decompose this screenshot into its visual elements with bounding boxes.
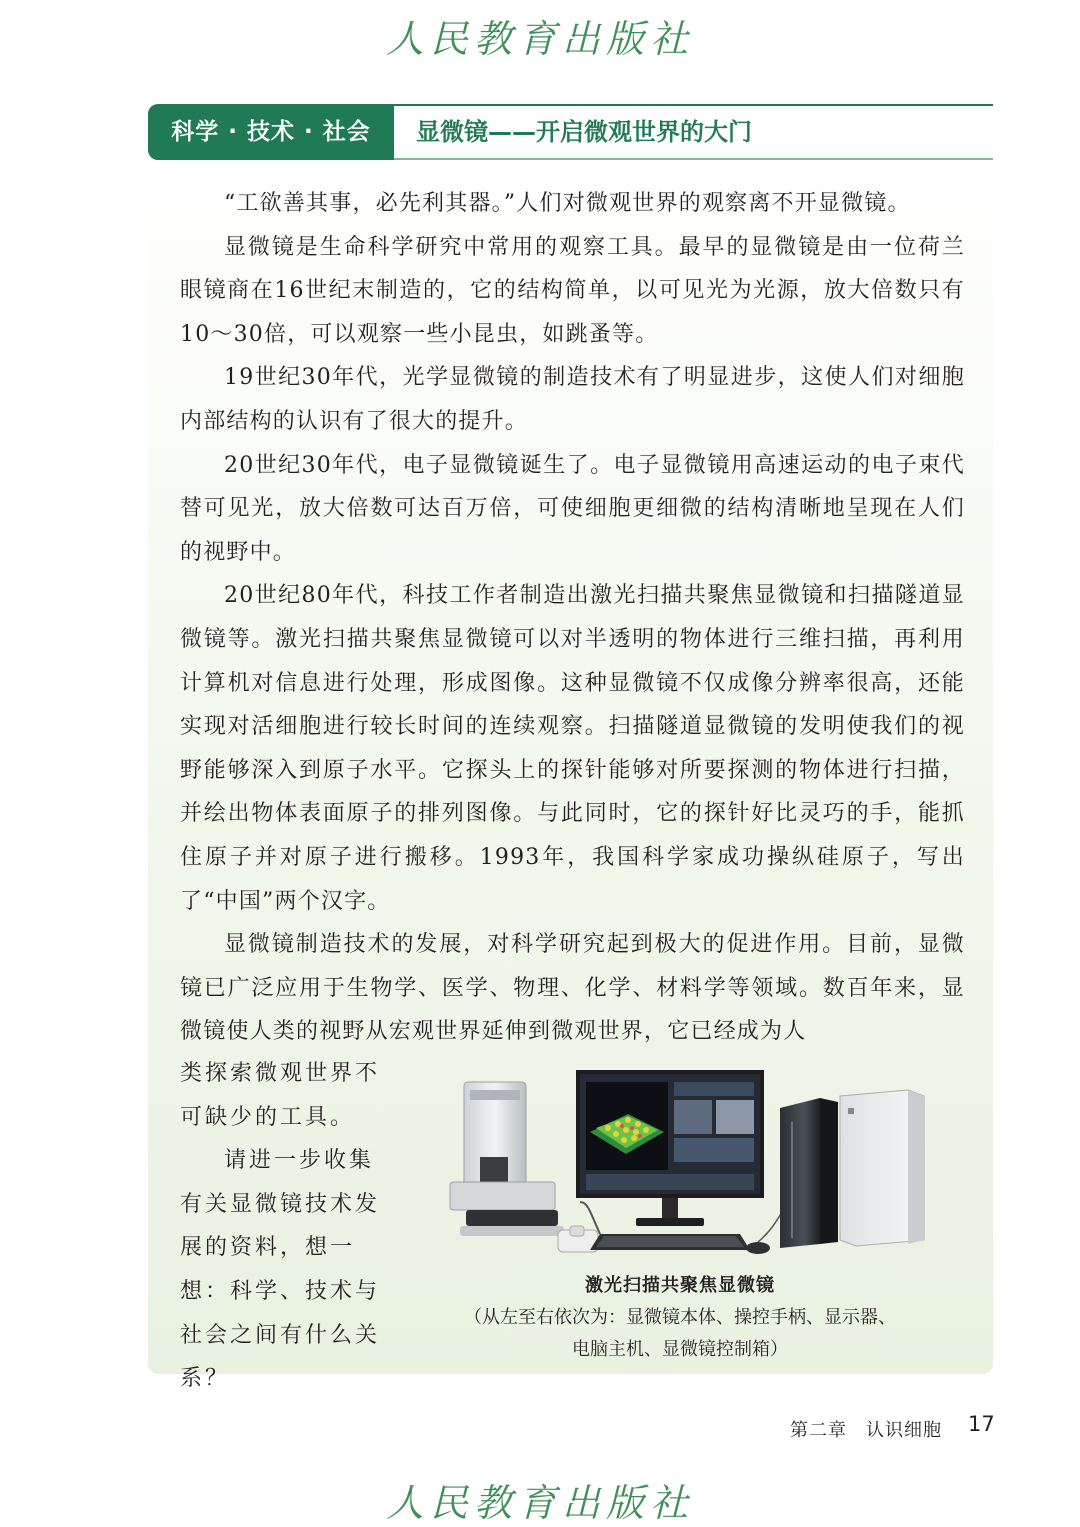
monitor [576, 1070, 764, 1226]
paragraph: 显微镜制造技术的发展，对科学研究起到极大的促进作用。目前，显微镜已广泛应用于生物学、医学、物理、化学、材料学等领域。数百年来，显微镜使人类的视野从宏观世界延伸到微观世界，它已经成为人 [180, 932, 965, 1045]
paragraph: 20世纪80年代，科技工作者制造出激光扫描共聚焦显微镜和扫描隧道显微镜等。激光扫描共聚焦显微镜可以对半透明的物体进行三维扫描，再利用计算机对信息进行处理，形成图像。这种显微镜不仅成像分辨率很高，还能实现对活细胞进行较长时间的连续观察。扫描隧道显微镜的发明使我们的视野能够深入到原子水平。它探头上的探针能够对所要探测的物体进行扫描，并绘出物体表面原子的排列图像。与此同时，它的探针好比灵巧的手，能抓住原子并对原子进行搬移。1993年，我国科学家成功操纵硅原子，写出了“中国”两个汉字。 [180, 583, 965, 914]
publisher-watermark-bottom: 人民教育出版社 [385, 1481, 694, 1525]
paragraph: 显微镜是生命科学研究中常用的观察工具。最早的显微镜是由一位荷兰眼镜商在16世纪末制造的，它的结构简单，以可见光为光源，放大倍数只有10～30倍，可以观察一些小昆虫，如跳蚤等。 [180, 234, 965, 347]
section-title: 显微镜——开启微观世界的大门 [416, 118, 752, 146]
caption-title: 激光扫描共聚焦显微镜 [585, 1275, 775, 1296]
side-column-text [180, 1052, 396, 1401]
caption-line: 电脑主机、显微镜控制箱） [572, 1339, 788, 1360]
figure-caption [440, 1270, 920, 1366]
section-tag: 科学 · 技术 · 社会 [148, 104, 394, 160]
paragraph: “工欲善其事，必先利其器。”人们对微观世界的观察离不开显微镜。 [224, 191, 911, 216]
chapter-title: 第二章 认识细胞 [790, 1420, 942, 1441]
paragraph: 20世纪30年代，电子显微镜诞生了。电子显微镜用高速运动的电子束代替可见光，放大倍数可达百万倍，可使细胞更细微的结构清晰地呈现在人们的视野中。 [180, 452, 965, 565]
article-body [180, 182, 965, 1054]
publisher-watermark-top: 人民教育出版社 [385, 17, 694, 61]
paragraph-continuation: 类探索微观世界不 [180, 1061, 381, 1086]
microscope-control-box [840, 1090, 924, 1246]
discussion-prompt: 请进一步收集有关显微镜技术发展的资料，想一想：科学、技术与社会之间有什么关系？ [180, 1148, 381, 1392]
page-footer [790, 1412, 1000, 1442]
microscope-body [450, 1082, 564, 1236]
microscope-system-illustration [440, 1062, 940, 1272]
computer-tower [780, 1098, 838, 1248]
section-header [148, 104, 993, 160]
caption-line: （从左至右依次为：显微镜本体、操控手柄、显示器、 [464, 1307, 896, 1328]
paragraph-continuation: 可缺少的工具。 [180, 1104, 356, 1130]
page-number: 17 [968, 1412, 995, 1436]
paragraph: 19世纪30年代，光学显微镜的制造技术有了明显进步，这使人们对细胞内部结构的认识有了很大的提升。 [180, 365, 965, 434]
